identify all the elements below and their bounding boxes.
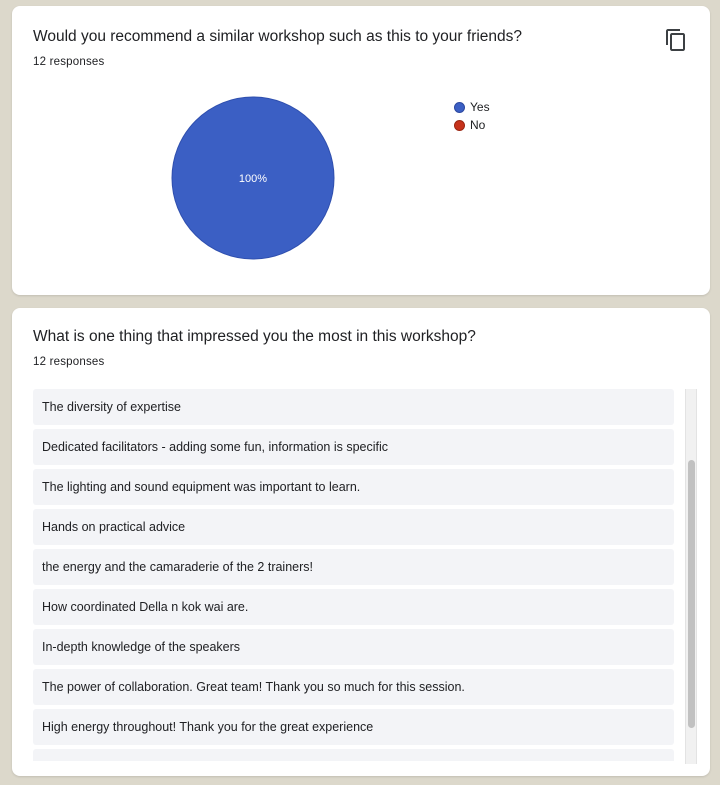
list-item: Dedicated facilitators - adding some fun, information is specific bbox=[33, 429, 674, 465]
chart-legend bbox=[454, 98, 490, 134]
copy-chart-button[interactable] bbox=[664, 28, 688, 52]
legend-dot-no bbox=[454, 120, 465, 131]
pie-slice-label: 100% bbox=[238, 173, 268, 185]
response-count: 12 responses bbox=[33, 56, 105, 68]
legend-label: No bbox=[470, 118, 486, 132]
legend-label: Yes bbox=[470, 100, 490, 114]
scrollbar-track[interactable] bbox=[685, 389, 697, 764]
legend-item-no[interactable] bbox=[454, 116, 490, 134]
copy-icon bbox=[664, 28, 688, 52]
response-list[interactable] bbox=[33, 389, 674, 761]
list-item: The lighting and sound equipment was important to learn. bbox=[33, 469, 674, 505]
legend-dot-yes bbox=[454, 102, 465, 113]
question-title: Would you recommend a similar workshop such as this to your friends? bbox=[33, 28, 523, 45]
question-card-impressed bbox=[12, 308, 710, 776]
pie-chart bbox=[170, 95, 336, 261]
list-item bbox=[33, 749, 674, 761]
legend-item-yes[interactable] bbox=[454, 98, 490, 116]
response-count: 12 responses bbox=[33, 356, 105, 368]
list-item: the energy and the camaraderie of the 2 trainers! bbox=[33, 549, 674, 585]
list-item: High energy throughout! Thank you for the great experience bbox=[33, 709, 674, 745]
list-item: How coordinated Della n kok wai are. bbox=[33, 589, 674, 625]
list-item: The power of collaboration. Great team! Thank you so much for this session. bbox=[33, 669, 674, 705]
list-item: In-depth knowledge of the speakers bbox=[33, 629, 674, 665]
question-card-recommend bbox=[12, 6, 710, 295]
pie-chart-svg bbox=[170, 95, 336, 261]
list-item: The diversity of expertise bbox=[33, 389, 674, 425]
list-item: Hands on practical advice bbox=[33, 509, 674, 545]
question-title: What is one thing that impressed you the most in this workshop? bbox=[33, 328, 476, 345]
scrollbar-thumb[interactable] bbox=[688, 460, 695, 728]
